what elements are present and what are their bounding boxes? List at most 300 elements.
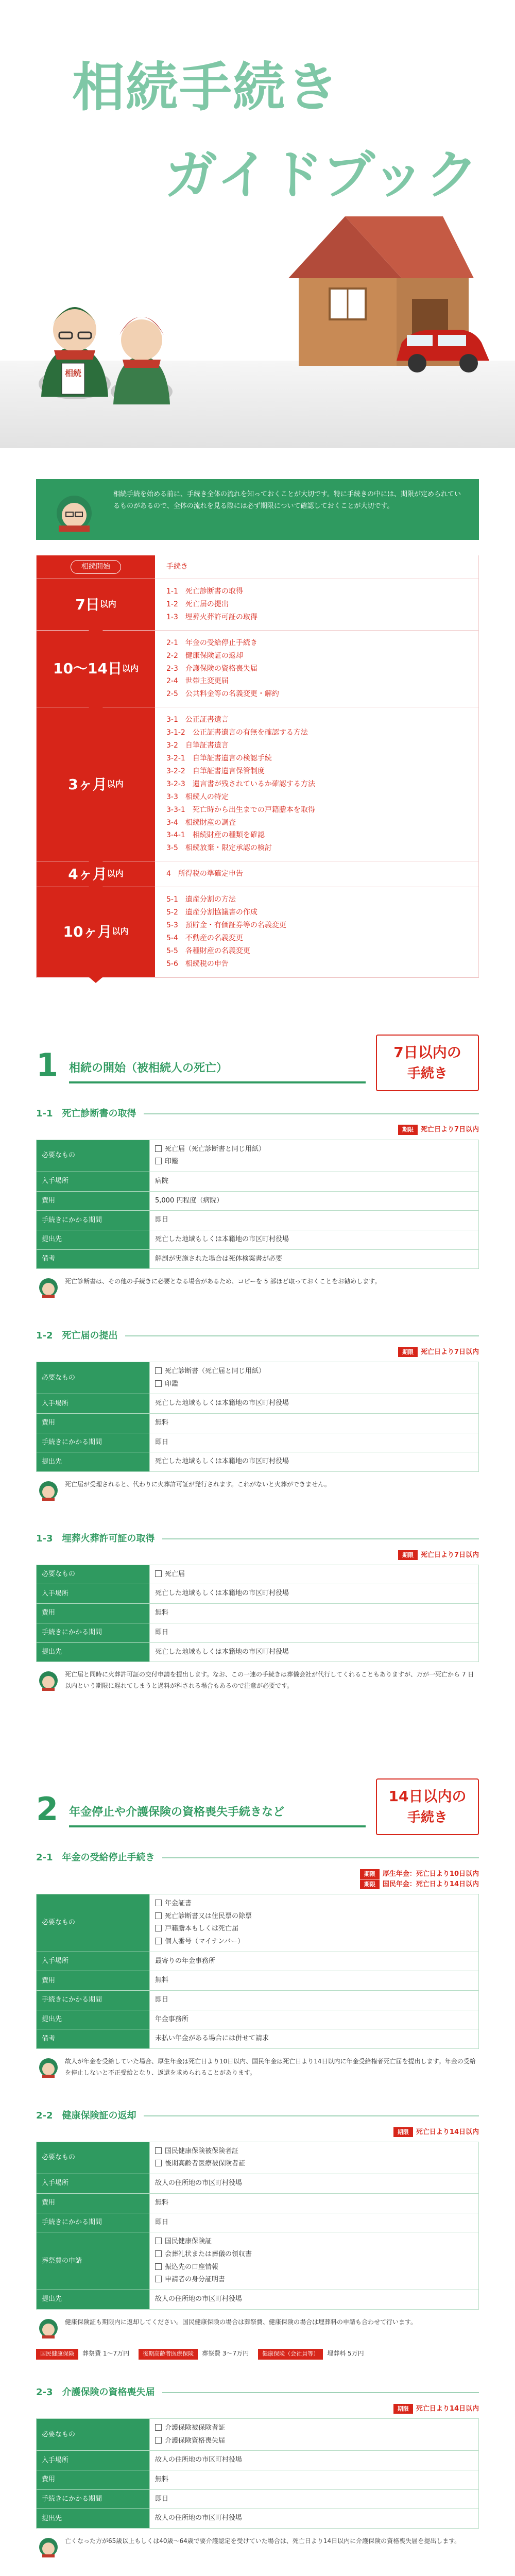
value-text: 5,000 円程度（病院） [155, 1196, 224, 1205]
deadline-pill: 期限 [398, 1550, 418, 1560]
value-line [155, 1455, 473, 1468]
value-text: 振込先の口座情報 [165, 2263, 219, 2271]
procedure-table [36, 2418, 479, 2529]
period-suffix: 以内 [99, 599, 116, 609]
value-line [155, 2013, 473, 2026]
timeline-procedures [155, 861, 478, 887]
table-key: 入手場所 [37, 2451, 150, 2470]
checkbox[interactable] [155, 2147, 162, 2154]
value-text: 国民健康保険証 [165, 2238, 212, 2246]
value-text: 印鑑 [165, 1380, 179, 1388]
value-text: 故人の住所地の市区町村役場 [155, 2514, 243, 2522]
table-value [150, 1191, 479, 1211]
table-row [37, 1394, 479, 1414]
value-text: 故人の住所地の市区町村役場 [155, 2179, 243, 2188]
deadline-pill: 期限 [398, 1347, 418, 1357]
table-key: 費用 [37, 1604, 150, 1623]
checkbox[interactable] [155, 1380, 162, 1387]
procedure-item: 2-2 健康保険証の返却 [166, 651, 243, 660]
subsection-rule [162, 1857, 479, 1858]
timeline-header [37, 555, 478, 579]
value-text: 年金事務所 [155, 2015, 189, 2023]
table-key: 備考 [37, 2029, 150, 2049]
value-text: 介護保険被保険者証 [165, 2424, 226, 2432]
badge-top-text: 7日以内の [393, 1043, 461, 1061]
value-text: 即日 [155, 1438, 169, 1446]
value-line [155, 1253, 473, 1266]
section-2-1 [0, 1851, 515, 2083]
period-suffix: 以内 [107, 869, 124, 879]
checkbox[interactable] [155, 1570, 162, 1577]
value-line [155, 2293, 473, 2306]
table-key: 提出先 [37, 2010, 150, 2029]
timeline-procedures [155, 707, 478, 861]
period-value: 7日 [75, 596, 100, 613]
value-text: 無料 [155, 1609, 169, 1617]
procedure-table [36, 1362, 479, 1472]
car-icon [391, 319, 494, 376]
table-key: 提出先 [37, 1452, 150, 1472]
value-line [155, 2454, 473, 2467]
section-1-deadline-badge [376, 1035, 479, 1091]
period-value: 10ヶ月 [63, 923, 112, 941]
deadline-row [36, 2404, 479, 2414]
table-value [150, 1971, 479, 1991]
table-row [37, 1991, 479, 2010]
value-line [155, 1397, 473, 1410]
value-line [155, 1936, 473, 1948]
subsection-title [36, 1532, 479, 1546]
checkbox[interactable] [155, 2437, 162, 2444]
procedure-item: 2-1 年金の受給停止手続き [166, 638, 258, 647]
value-text: 即日 [155, 2218, 169, 2226]
table-row [37, 1642, 479, 1662]
table-row [37, 1623, 479, 1642]
note [36, 1669, 479, 1696]
table-row [37, 1971, 479, 1991]
timeline-procedures [155, 579, 478, 630]
value-line [155, 2512, 473, 2525]
subsection-rule [144, 1113, 479, 1114]
value-text: 未払い年金がある場合には併せて請求 [155, 2035, 269, 2043]
value-line [155, 1587, 473, 1600]
value-line [155, 2032, 473, 2045]
timeline-procedures [155, 887, 478, 976]
value-text: 死亡した地域もしくは本籍地の市区町村役場 [155, 1648, 289, 1656]
table-row [37, 1414, 479, 1433]
table-key: 必要なもの [37, 1565, 150, 1584]
table-row [37, 2290, 479, 2309]
note [36, 2056, 479, 2083]
table-value [150, 2174, 479, 2194]
table-value [150, 1991, 479, 2010]
section-1-title: 相続の開始（被相続人の死亡） [69, 1060, 366, 1083]
table-value [150, 1394, 479, 1414]
table-value [150, 2451, 479, 2470]
value-line [155, 2473, 473, 2486]
mascot-icon [36, 1276, 65, 1303]
value-text: 死亡届（死亡診断書と同じ用紙） [165, 1145, 266, 1153]
section-2-number: 2 [36, 1790, 59, 1828]
table-value [150, 2029, 479, 2049]
value-text: 無料 [155, 1976, 169, 1985]
table-row [37, 2470, 479, 2490]
table-value [150, 1172, 479, 1191]
note-text: 故人が年金を受給していた場合、厚生年金は死亡日より10日以内、国民年金は死亡日より14日以内に年金受給権者死亡届を提出します。年金の受給を停止しないと不正受給となり、返還を求められることがあります。 [65, 2058, 476, 2076]
value-line [155, 2158, 473, 2171]
badge-bottom-text: 手続き [407, 1810, 448, 1826]
subsection-title [36, 1107, 479, 1121]
timeline-row [37, 887, 478, 977]
checkbox[interactable] [155, 2238, 162, 2244]
procedure-item: 2-4 世帯主変更届 [166, 677, 229, 686]
table-key: 提出先 [37, 1642, 150, 1662]
deadline-text: 死亡日より14日以内 [416, 2128, 479, 2136]
timeline-period [37, 579, 155, 630]
procedure-table [36, 1140, 479, 1269]
procedure-item: 3-1-2 公正証書遺言の有無を確認する方法 [166, 728, 308, 737]
value-text: 故人の住所地の市区町村役場 [155, 2456, 243, 2464]
value-line [155, 1955, 473, 1968]
table-value [150, 2470, 479, 2490]
table-row [37, 2213, 479, 2232]
table-key: 提出先 [37, 2290, 150, 2309]
checkbox[interactable] [155, 2250, 162, 2257]
value-line [155, 1607, 473, 1620]
mascot-icon [36, 2317, 65, 2344]
value-line [155, 2493, 473, 2506]
table-key: 入手場所 [37, 1952, 150, 1971]
value-line [155, 1897, 473, 1910]
table-value [150, 1604, 479, 1623]
table-key: 必要なもの [37, 1140, 150, 1172]
value-line [155, 1910, 473, 1923]
mascot-icon [36, 1479, 65, 1506]
deadline-row-2 [36, 1879, 479, 1890]
benefit-text: 葬祭費 3〜7万円 [202, 2350, 249, 2358]
timeline-row [37, 707, 478, 861]
mascot-icon [36, 2536, 65, 2563]
procedure-item: 2-5 公共料金等の名義変更・解約 [166, 690, 279, 699]
checkbox[interactable] [155, 1145, 162, 1152]
table-row [37, 2174, 479, 2194]
checkbox[interactable] [155, 1925, 162, 1931]
procedure-item: 5-2 遺産分割協議書の作成 [166, 908, 258, 917]
procedure-item: 3-2-3 遺言書が残されているか確認する方法 [166, 779, 315, 788]
deadline-text: 死亡日より7日以内 [420, 1551, 479, 1559]
value-line [155, 1568, 473, 1581]
procedure-table [36, 1565, 479, 1662]
checkbox[interactable] [155, 2424, 162, 2431]
value-line [155, 2422, 473, 2435]
procedure-item: 3-4-1 相続財産の種類を確認 [166, 831, 265, 840]
deadline-pill: 期限 [393, 2127, 413, 2137]
badge-bottom-text: 手続き [407, 1066, 448, 1082]
subsection-title [36, 2385, 479, 2400]
period-suffix: 以内 [107, 778, 124, 789]
table-row [37, 1172, 479, 1191]
subsection-rule [162, 2392, 479, 2393]
value-line [155, 1626, 473, 1639]
value-line [155, 2261, 473, 2274]
deadline-row [36, 1550, 479, 1561]
checkbox[interactable] [155, 1367, 162, 1374]
value-line [155, 1646, 473, 1659]
table-row [37, 1584, 479, 1604]
procedure-item: 5-3 預貯金・有価証券等の名義変更 [166, 921, 286, 929]
value-text: 死亡した地域もしくは本籍地の市区町村役場 [155, 1458, 289, 1466]
value-line [155, 1994, 473, 2007]
procedure-item: 1-1 死亡診断書の取得 [166, 587, 243, 596]
value-text: 後期高齢者医療被保険者証 [165, 2160, 246, 2168]
checkbox[interactable] [155, 1938, 162, 1944]
table-key: 提出先 [37, 2509, 150, 2529]
table-key: 葬祭費の申請 [37, 2232, 150, 2290]
checkbox[interactable] [155, 1912, 162, 1919]
value-text: 死亡診断書又は住民票の除票 [165, 1912, 252, 1920]
table-value [150, 2418, 479, 2450]
section-2-title: 年金停止や介護保険の資格喪失手続きなど [69, 1804, 366, 1827]
table-value [150, 1623, 479, 1642]
deadline-row [36, 1869, 479, 1879]
table-key: 提出先 [37, 1230, 150, 1250]
badge-top-text: 14日以内の [388, 1787, 467, 1805]
value-line [155, 2216, 473, 2229]
table-key: 手続きにかかる期間 [37, 2489, 150, 2509]
table-value [150, 2509, 479, 2529]
timeline-period [37, 887, 155, 976]
period-value: 3ヶ月 [68, 775, 107, 793]
value-text: 死亡届 [165, 1570, 185, 1578]
section-1-number: 1 [36, 1046, 59, 1084]
value-text: 無料 [155, 2476, 169, 2484]
table-value [150, 2489, 479, 2509]
value-line [155, 1365, 473, 1378]
table-key: 必要なもの [37, 1362, 150, 1394]
deadline-pill: 期限 [393, 2404, 413, 2414]
table-value [150, 1230, 479, 1250]
table-row [37, 1230, 479, 1250]
table-key: 備考 [37, 1249, 150, 1269]
table-row [37, 2193, 479, 2213]
timeline-period [37, 707, 155, 861]
mascot-icon [36, 1669, 65, 1696]
timeline-row [37, 579, 478, 631]
table-row [37, 1249, 479, 1269]
checkbox[interactable] [155, 2160, 162, 2166]
value-line [155, 1923, 473, 1936]
table-value [150, 1894, 479, 1952]
intro-text: 相続手続を始める前に、手続き全体の流れを知っておくことが大切です。特に手続きの中には、期限が定められているものがあるので、全体の流れを見る際には必ず期限について確認しておくことが大切です。 [113, 490, 461, 511]
procedure-item: 2-3 介護保険の資格喪失届 [166, 664, 258, 673]
period-value: 10〜14日 [53, 660, 122, 677]
note [36, 1479, 479, 1506]
table-key: 必要なもの [37, 2142, 150, 2174]
deadline-pill: 期限 [360, 1879, 380, 1889]
subsection-title [36, 2109, 479, 2123]
mascot-icon [48, 488, 100, 535]
table-value [150, 1433, 479, 1452]
note-text: 健康保険証も期限内に返却してください。国民健康保険の場合は葬祭費、健康保険の場合は埋葬料の申請も合わせて行います。 [65, 2318, 417, 2326]
procedure-item: 5-4 不動産の名義変更 [166, 934, 243, 942]
value-text: 申請者の身分証明書 [165, 2276, 226, 2284]
value-text: 即日 [155, 1628, 169, 1636]
value-line [155, 1233, 473, 1246]
title-line-1: 相続手続き [72, 57, 340, 118]
table-row [37, 2142, 479, 2174]
subsection-title-text: 2-1 年金の受給停止手続き [36, 1852, 155, 1863]
value-line [155, 1974, 473, 1987]
checkbox[interactable] [155, 2276, 162, 2282]
table-value [150, 1362, 479, 1394]
table-row [37, 1604, 479, 1623]
table-value [150, 1452, 479, 1472]
note-text: 死亡診断書は、その他の手続きに必要となる場合があるため、コピーを 5 部ほど取っておくことをお勧めします。 [65, 1278, 381, 1285]
value-text: 病院 [155, 1177, 169, 1185]
procedure-item: 4 所得税の準確定申告 [166, 870, 243, 878]
section-2-2 [0, 2109, 515, 2360]
period-suffix: 以内 [122, 663, 139, 673]
table-key: 費用 [37, 1414, 150, 1433]
procedure-item: 5-6 相続税の申告 [166, 959, 229, 968]
value-text: 死亡した地域もしくは本籍地の市区町村役場 [155, 1399, 289, 1408]
table-key: 手続きにかかる期間 [37, 1211, 150, 1230]
subsection-title [36, 1851, 479, 1865]
deadline-text: 国民年金：死亡日より14日以内 [382, 1880, 479, 1888]
table-value [150, 2290, 479, 2309]
deadline-text: 死亡日より7日以内 [420, 1348, 479, 1356]
table-key: 入手場所 [37, 1172, 150, 1191]
benefit-text: 埋葬料 5万円 [327, 2350, 364, 2358]
section-2-deadline-badge [376, 1778, 479, 1835]
table-key: 必要なもの [37, 2418, 150, 2450]
subsection-title [36, 1329, 479, 1343]
procedure-table [36, 2142, 479, 2310]
section-1-2 [0, 1329, 515, 1506]
table-key: 手続きにかかる期間 [37, 1991, 150, 2010]
subsection-title-text: 1-3 埋葬火葬許可証の取得 [36, 1533, 155, 1544]
table-key: 費用 [37, 1971, 150, 1991]
table-value [150, 1584, 479, 1604]
table-row [37, 1140, 479, 1172]
timeline-row [37, 631, 478, 708]
value-line [155, 1143, 473, 1156]
procedure-item: 3-5 相続放棄・限定承認の検討 [166, 844, 272, 853]
table-key: 入手場所 [37, 1584, 150, 1604]
checkbox[interactable] [155, 1158, 162, 1164]
section-2-heading [36, 1778, 479, 1840]
table-row [37, 1952, 479, 1971]
procedure-item: 3-3-1 死亡時から出生までの戸籍謄本を取得 [166, 805, 315, 814]
timeline-procedures [155, 631, 478, 707]
value-text: 即日 [155, 1216, 169, 1224]
procedure-table [36, 1894, 479, 2049]
value-text: 死亡診断書（死亡届と同じ用紙） [165, 1367, 266, 1376]
procedure-item: 1-3 埋葬火葬許可証の取得 [166, 613, 258, 621]
procedure-item: 3-2-2 自筆証書遺言保管制度 [166, 767, 265, 775]
table-row [37, 1452, 479, 1472]
table-row [37, 1211, 479, 1230]
table-row [37, 2509, 479, 2529]
value-text: 最寄りの年金事務所 [155, 1957, 216, 1965]
value-text: 会葬礼状または葬儀の領収書 [165, 2250, 252, 2258]
table-value [150, 1952, 479, 1971]
value-line [155, 2177, 473, 2190]
table-row [37, 2029, 479, 2049]
value-line [155, 2145, 473, 2158]
section-1-1 [0, 1107, 515, 1303]
table-value [150, 1140, 479, 1172]
table-key: 手続きにかかる期間 [37, 1623, 150, 1642]
note [36, 2317, 479, 2344]
table-row [37, 1362, 479, 1394]
hero [0, 0, 515, 448]
value-line [155, 2197, 473, 2210]
note [36, 2536, 479, 2563]
value-text: 即日 [155, 1996, 169, 2004]
value-line [155, 1156, 473, 1168]
table-key: 費用 [37, 1191, 150, 1211]
figure-badge-text: 相続 [64, 369, 82, 378]
checkbox[interactable] [155, 1900, 162, 1906]
benefit-pill: 後期高齢者医療保険 [139, 2349, 198, 2360]
deadline-text: 厚生年金：死亡日より10日以内 [382, 1870, 479, 1878]
procedure-item: 5-1 遺産分割の方法 [166, 895, 236, 904]
deadline-row [36, 1125, 479, 1135]
mascot-icon [36, 2056, 65, 2083]
note-text: 死亡届が受理されると、代わりに火葬許可証が発行されます。これがないと火葬ができません。 [65, 1481, 331, 1488]
table-value [150, 1211, 479, 1230]
procedure-item: 3-3 相続人の特定 [166, 792, 229, 801]
procedure-item: 3-1 公正証書遺言 [166, 716, 229, 724]
value-text: 国民健康保険被保険者証 [165, 2147, 239, 2155]
subsection-rule [144, 2115, 479, 2116]
procedure-item: 1-2 死亡届の提出 [166, 600, 229, 608]
table-row [37, 1894, 479, 1952]
value-line [155, 1214, 473, 1227]
checkbox[interactable] [155, 2263, 162, 2270]
value-line [155, 2274, 473, 2286]
value-line [155, 2248, 473, 2261]
deadline-pill: 期限 [398, 1125, 418, 1134]
table-value [150, 1565, 479, 1584]
table-row [37, 2451, 479, 2470]
value-text: 戸籍謄本もしくは死亡届 [165, 1925, 239, 1933]
table-value [150, 2193, 479, 2213]
value-text: 無料 [155, 1419, 169, 1427]
value-line [155, 1417, 473, 1430]
value-text: 年金証書 [165, 1899, 192, 1907]
procedure-item: 5-5 各種財産の名義変更 [166, 946, 250, 955]
value-text: 即日 [155, 2495, 169, 2503]
table-row [37, 2010, 479, 2029]
deadline-row [36, 2127, 479, 2138]
subsection-rule [125, 1335, 479, 1336]
note-text: 亡くなった方が65歳以上もしくは40歳〜64歳で要介護認定を受けていた場合は、死亡日より14日以内に介護保険の資格喪失届を提出します。 [65, 2537, 461, 2545]
value-text: 死亡した地域もしくは本籍地の市区町村役場 [155, 1589, 289, 1598]
procedure-item: 3-2 自筆証書遺言 [166, 741, 229, 750]
procedure-item: 3-4 相続財産の調査 [166, 818, 236, 827]
table-row [37, 2232, 479, 2290]
table-value [150, 2142, 479, 2174]
benefit-row [36, 2348, 479, 2360]
benefit-pill: 国民健康保険 [36, 2349, 78, 2360]
table-row [37, 1191, 479, 1211]
deadline-row [36, 1347, 479, 1358]
period-suffix: 以内 [112, 926, 129, 937]
value-text: 故人の住所地の市区町村役場 [155, 2295, 243, 2303]
table-value [150, 2010, 479, 2029]
